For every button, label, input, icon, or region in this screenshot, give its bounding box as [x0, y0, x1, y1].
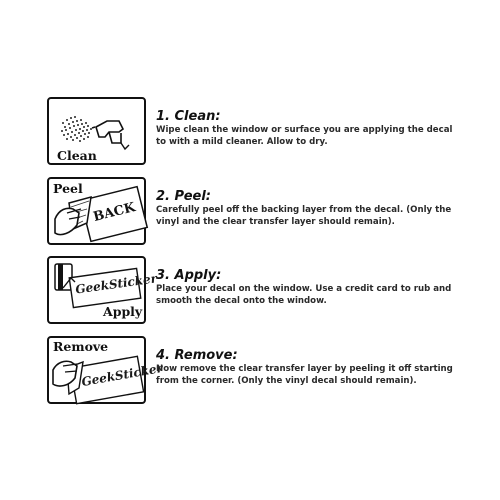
remove-label: Remove — [53, 339, 109, 354]
step-description: Wipe clean the window or surface you are applying the decal to with a mild cleaner. Allow to dry. — [156, 125, 453, 147]
step-apply — [0, 256, 500, 328]
step-description: Place your decal on the window. Use a credit card to rub and smooth the decal onto the window. — [156, 284, 452, 306]
step-remove — [0, 336, 500, 408]
step-title: 3. Apply: — [156, 268, 222, 283]
step-title: 1. Clean: — [156, 109, 221, 124]
apply-label: Apply — [103, 304, 143, 319]
back-tag: BACK — [91, 200, 137, 225]
brand-text: GeekSticker — [74, 271, 158, 297]
apply-illustration — [47, 256, 158, 324]
peel-illustration — [47, 177, 146, 245]
step-peel — [0, 177, 500, 249]
remove-illustration — [47, 336, 164, 404]
step-description: Carefully peel off the backing layer from the decal. (Only the vinyl and the clear transfer layer should remain). — [156, 205, 452, 227]
step-title: 4. Remove: — [156, 348, 238, 363]
step-clean — [0, 97, 500, 169]
step-title: 2. Peel: — [156, 189, 211, 204]
clean-illustration — [47, 97, 146, 165]
clean-label: Clean — [57, 148, 97, 163]
brand-text: GeekSticker — [80, 360, 164, 390]
step-description: Now remove the clear transfer layer by peeling it off starting from the corner. (Only the vinyl decal should remain). — [156, 364, 453, 386]
peel-label: Peel — [53, 181, 83, 196]
